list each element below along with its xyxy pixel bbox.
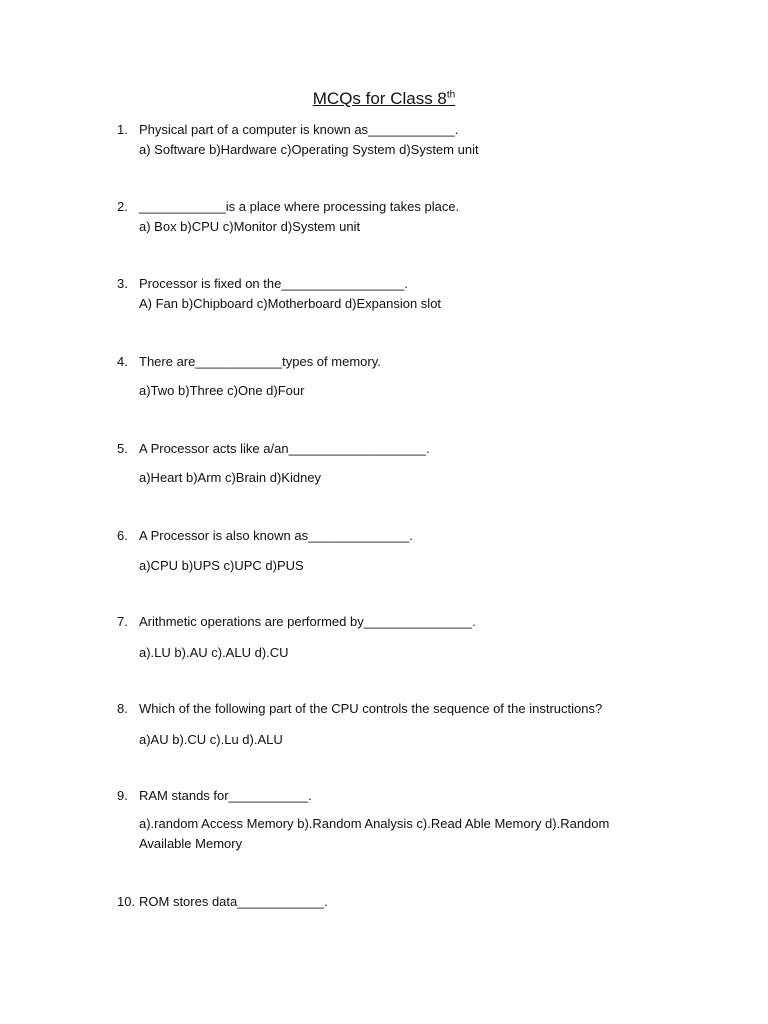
- question-text: Which of the following part of the CPU controls the sequence of the instructions?: [139, 701, 603, 716]
- question-options: a)AU b).CU c).Lu d).ALU: [139, 732, 283, 747]
- question-number: 3.: [117, 276, 128, 291]
- title-text: MCQs for Class 8: [312, 89, 447, 108]
- question-number: 9.: [117, 788, 128, 803]
- question-text: ____________is a place where processing takes place.: [139, 199, 460, 214]
- question-options: a) Software b)Hardware c)Operating System d)System unit: [139, 142, 479, 157]
- question-number: 4.: [117, 354, 128, 369]
- question-number: 6.: [117, 528, 128, 543]
- title-superscript: th: [446, 89, 456, 101]
- question-options: A) Fan b)Chipboard c)Motherboard d)Expansion slot: [139, 296, 442, 311]
- question-text: A Processor is also known as______________.: [139, 528, 413, 543]
- page-title: [0, 89, 768, 109]
- question-options: a) Box b)CPU c)Monitor d)System unit: [139, 219, 361, 234]
- question-options: a)Heart b)Arm c)Brain d)Kidney: [139, 470, 322, 485]
- question-text: There are____________types of memory.: [139, 354, 381, 369]
- question-text: Processor is fixed on the_________________.: [139, 276, 408, 291]
- question-number: 2.: [117, 199, 128, 214]
- question-number: 1.: [117, 122, 128, 137]
- question-text: A Processor acts like a/an___________________.: [139, 441, 430, 456]
- question-options: a).random Access Memory b).Random Analysis c).Read Able Memory d).Random Available Memory: [139, 816, 610, 851]
- question-number: 8.: [117, 701, 128, 716]
- question-text: Physical part of a computer is known as____________.: [139, 122, 459, 137]
- question-text: Arithmetic operations are performed by_______________.: [139, 614, 476, 629]
- question-text: RAM stands for___________.: [139, 788, 312, 803]
- question-options: a).LU b).AU c).ALU d).CU: [139, 645, 289, 660]
- question-number: 7.: [117, 614, 128, 629]
- question-text: ROM stores data____________.: [139, 894, 328, 909]
- question-number: 10.: [117, 894, 136, 909]
- question-number: 5.: [117, 441, 128, 456]
- question-options: a)CPU b)UPS c)UPC d)PUS: [139, 558, 304, 573]
- question-options: a)Two b)Three c)One d)Four: [139, 383, 305, 398]
